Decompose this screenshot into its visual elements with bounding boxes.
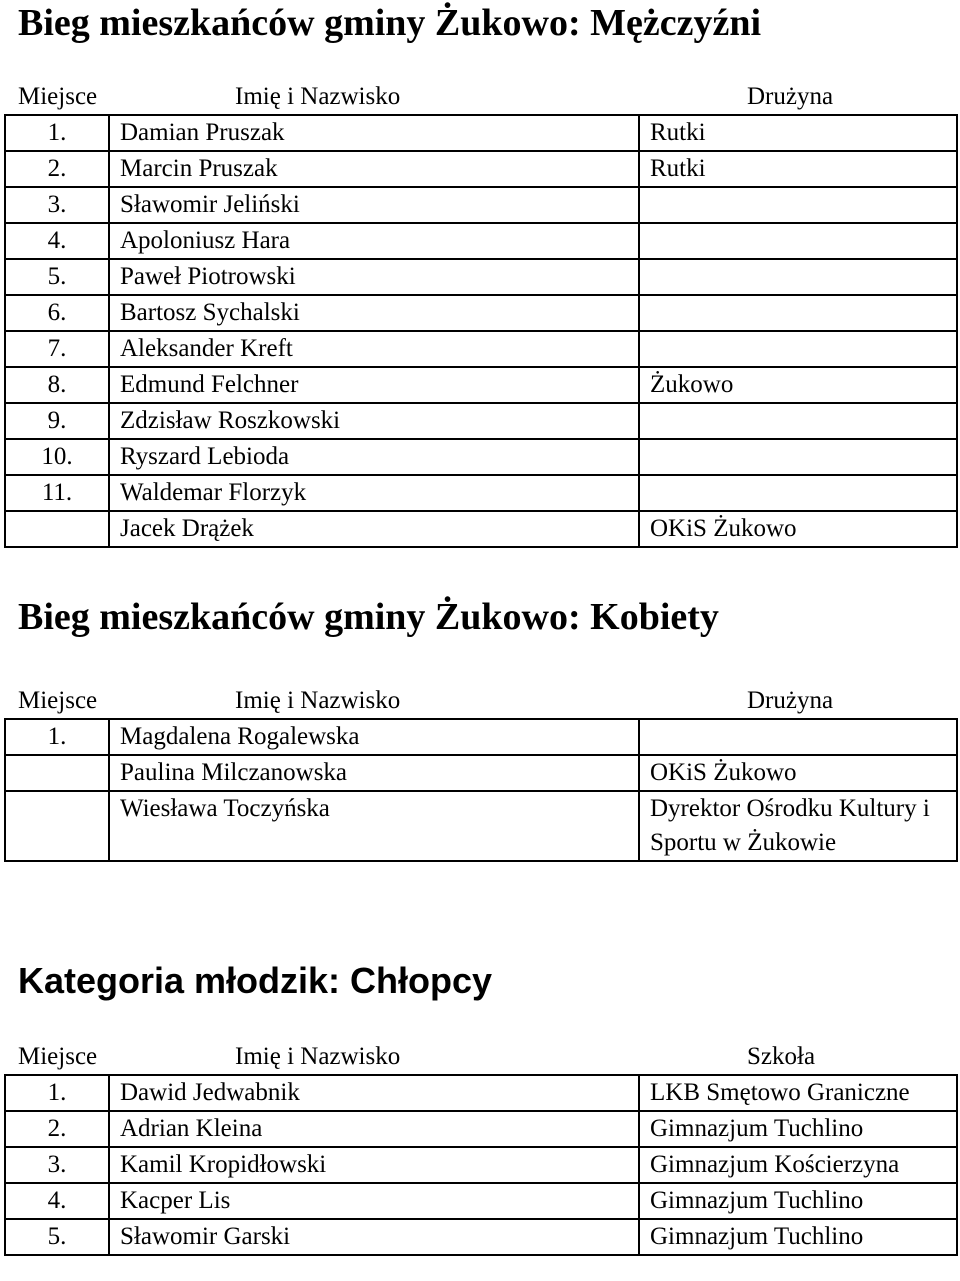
- school-cell: Gimnazjum Tuchlino: [639, 1111, 957, 1147]
- place-cell: 4.: [5, 1183, 109, 1219]
- place-cell: 6.: [5, 295, 109, 331]
- name-cell: Wiesława Toczyńska: [109, 791, 639, 861]
- name-cell: Kamil Kropidłowski: [109, 1147, 639, 1183]
- table-row: [5, 1219, 957, 1255]
- team-cell: [639, 475, 957, 511]
- name-cell: Waldemar Florzyk: [109, 475, 639, 511]
- table-header: [0, 684, 960, 718]
- table-row: [5, 403, 957, 439]
- name-cell: Marcin Pruszak: [109, 151, 639, 187]
- place-cell: 1.: [5, 1075, 109, 1111]
- table-row: [5, 259, 957, 295]
- place-cell: [5, 755, 109, 791]
- header-team: Drużyna: [747, 687, 834, 714]
- place-cell: 2.: [5, 151, 109, 187]
- header-place: Miejsce: [18, 83, 98, 110]
- section-title: Bieg mieszkańców gminy Żukowo: Mężczyźni: [18, 2, 762, 44]
- name-cell: Sławomir Garski: [109, 1219, 639, 1255]
- team-cell: Żukowo: [639, 367, 957, 403]
- place-cell: 7.: [5, 331, 109, 367]
- table-header: [0, 80, 960, 114]
- table-row: [5, 115, 957, 151]
- table-row: [5, 791, 957, 861]
- school-cell: Gimnazjum Kościerzyna: [639, 1147, 957, 1183]
- team-cell: [639, 331, 957, 367]
- table-row: [5, 439, 957, 475]
- name-cell: Kacper Lis: [109, 1183, 639, 1219]
- name-cell: Dawid Jedwabnik: [109, 1075, 639, 1111]
- section-title: Kategoria młodzik: Chłopcy: [18, 960, 493, 1001]
- table-row: [5, 475, 957, 511]
- header-team: Drużyna: [747, 83, 834, 110]
- header-name: Imię i Nazwisko: [235, 1043, 401, 1070]
- place-cell: 10.: [5, 439, 109, 475]
- place-cell: 1.: [5, 115, 109, 151]
- table-row: [5, 1147, 957, 1183]
- table-row: [5, 719, 957, 755]
- team-cell: Rutki: [639, 115, 957, 151]
- school-cell: Gimnazjum Tuchlino: [639, 1219, 957, 1255]
- table-row: [5, 367, 957, 403]
- header-place: Miejsce: [18, 687, 98, 714]
- place-cell: 8.: [5, 367, 109, 403]
- team-cell: [639, 223, 957, 259]
- results-table: [4, 114, 958, 548]
- name-cell: Paulina Milczanowska: [109, 755, 639, 791]
- place-cell: [5, 511, 109, 547]
- place-cell: 5.: [5, 1219, 109, 1255]
- table-row: [5, 1111, 957, 1147]
- table-row: [5, 187, 957, 223]
- team-cell: [639, 259, 957, 295]
- name-cell: Bartosz Sychalski: [109, 295, 639, 331]
- name-cell: Ryszard Lebioda: [109, 439, 639, 475]
- section-women: [0, 594, 960, 862]
- header-place: Miejsce: [18, 1043, 98, 1070]
- table-row: [5, 1075, 957, 1111]
- place-cell: [5, 791, 109, 861]
- school-cell: Gimnazjum Tuchlino: [639, 1183, 957, 1219]
- place-cell: 1.: [5, 719, 109, 755]
- name-cell: Paweł Piotrowski: [109, 259, 639, 295]
- results-table: [4, 718, 958, 862]
- name-cell: Damian Pruszak: [109, 115, 639, 151]
- header-name: Imię i Nazwisko: [235, 687, 401, 714]
- team-cell: [639, 403, 957, 439]
- name-cell: Zdzisław Roszkowski: [109, 403, 639, 439]
- name-cell: Sławomir Jeliński: [109, 187, 639, 223]
- section-men: [0, 0, 960, 548]
- team-cell: [639, 439, 957, 475]
- school-cell: LKB Smętowo Graniczne: [639, 1075, 957, 1111]
- place-cell: 2.: [5, 1111, 109, 1147]
- name-cell: Apoloniusz Hara: [109, 223, 639, 259]
- team-cell: [639, 295, 957, 331]
- results-table: [4, 1074, 958, 1256]
- table-header: [0, 1040, 960, 1074]
- table-row: [5, 295, 957, 331]
- place-cell: 9.: [5, 403, 109, 439]
- place-cell: 4.: [5, 223, 109, 259]
- table-row: [5, 511, 957, 547]
- table-row: [5, 1183, 957, 1219]
- section-title: Bieg mieszkańców gminy Żukowo: Kobiety: [18, 596, 719, 638]
- header-school: Szkoła: [747, 1043, 816, 1070]
- team-cell: OKiS Żukowo: [639, 755, 957, 791]
- table-row: [5, 223, 957, 259]
- name-cell: Aleksander Kreft: [109, 331, 639, 367]
- name-cell: Edmund Felchner: [109, 367, 639, 403]
- team-cell: Rutki: [639, 151, 957, 187]
- team-cell: OKiS Żukowo: [639, 511, 957, 547]
- header-name: Imię i Nazwisko: [235, 83, 401, 110]
- table-row: [5, 151, 957, 187]
- table-row: [5, 331, 957, 367]
- team-cell: [639, 187, 957, 223]
- place-cell: 3.: [5, 187, 109, 223]
- place-cell: 5.: [5, 259, 109, 295]
- name-cell: Adrian Kleina: [109, 1111, 639, 1147]
- place-cell: 11.: [5, 475, 109, 511]
- team-cell: Dyrektor Ośrodku Kultury i Sportu w Żukowie: [639, 791, 957, 861]
- section-junior-boys: [0, 958, 960, 1256]
- name-cell: Jacek Drążek: [109, 511, 639, 547]
- place-cell: 3.: [5, 1147, 109, 1183]
- team-cell: [639, 719, 957, 755]
- table-row: [5, 755, 957, 791]
- name-cell: Magdalena Rogalewska: [109, 719, 639, 755]
